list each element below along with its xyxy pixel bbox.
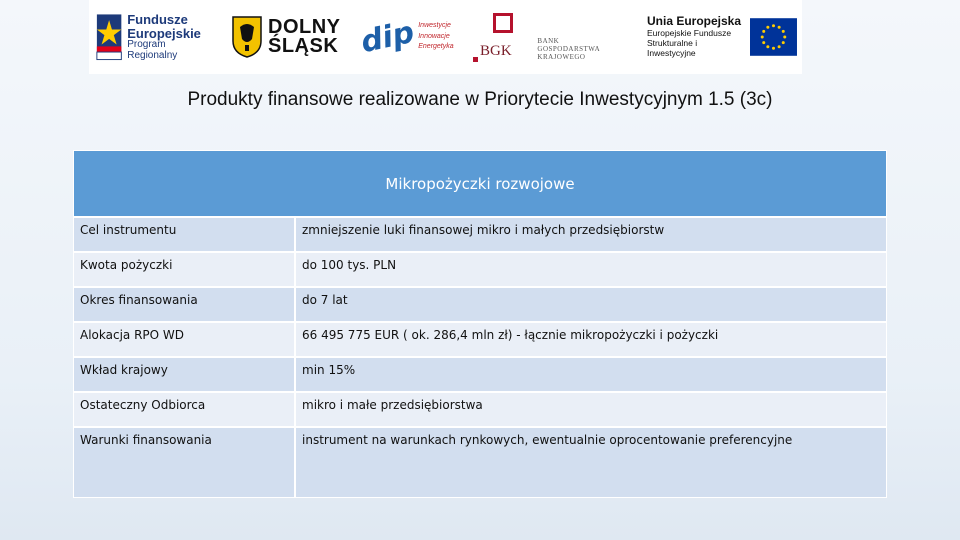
product-table <box>73 150 887 498</box>
row-label: Wkład krajowy <box>74 358 296 391</box>
table-row <box>74 288 886 323</box>
bgk-logo <box>471 0 621 74</box>
eu-flag-icon <box>750 17 797 57</box>
table-row <box>74 428 886 497</box>
row-label: Alokacja RPO WD <box>74 323 296 356</box>
fundusze-europejskie-logo <box>95 0 213 74</box>
bgk-mark: BGK <box>480 43 512 59</box>
logo-strip <box>89 0 802 74</box>
table-header: Mikropożyczki rozwojowe <box>74 151 886 218</box>
row-value: min 15% <box>296 358 886 391</box>
fe-star-icon <box>95 9 123 65</box>
ds-line1: DOLNY <box>268 16 341 38</box>
row-label: Cel instrumentu <box>74 218 296 251</box>
dip-line3: Energetyka <box>418 43 454 51</box>
bgk-line1: BANK GOSPODARSTWA <box>537 36 601 53</box>
ue-line2: Europejskie Fundusze <box>647 28 732 39</box>
table-row <box>74 393 886 428</box>
fe-line1: Fundusze <box>127 11 188 27</box>
fe-line3: Program Regionalny <box>127 39 178 61</box>
coat-of-arms-icon <box>231 15 263 59</box>
row-label: Okres finansowania <box>74 288 296 321</box>
row-value: do 100 tys. PLN <box>296 253 886 286</box>
page-title: Produkty finansowe realizowane w Priorytecie Inwestycyjnym 1.5 (3c) <box>187 89 773 110</box>
dip-line2: Innowacje <box>418 32 450 40</box>
ds-line2: ŚLĄSK <box>268 35 339 57</box>
table-row <box>74 218 886 253</box>
table-row <box>74 323 886 358</box>
row-value: zmniejszenie luki finansowej mikro i małych przedsiębiorstw <box>296 218 886 251</box>
row-value: 66 495 775 EUR ( ok. 286,4 mln zł) - łącznie mikropożyczki i pożyczki <box>296 323 886 356</box>
dolny-slask-logo <box>231 0 341 74</box>
ue-line1: Unia Europejska <box>647 14 742 29</box>
dip-logo <box>357 0 454 74</box>
row-value: mikro i małe przedsiębiorstwa <box>296 393 886 426</box>
row-label: Ostateczny Odbiorca <box>74 393 296 426</box>
row-value: do 7 lat <box>296 288 886 321</box>
row-label: Warunki finansowania <box>74 428 296 497</box>
table-row <box>74 253 886 288</box>
dip-line1: Inwestycje <box>418 22 451 30</box>
ue-line3: Strukturalne i Inwestycyjne <box>647 38 698 58</box>
row-label: Kwota pożyczki <box>74 253 296 286</box>
dip-mark: dip <box>357 14 418 60</box>
bgk-square-icon <box>493 13 513 33</box>
row-value: instrument na warunkach rynkowych, ewentualnie oprocentowanie preferencyjne <box>296 428 886 497</box>
unia-europejska-logo <box>647 0 797 74</box>
bgk-dot-icon <box>473 57 478 62</box>
table-row <box>74 358 886 393</box>
fe-line2: Europejskie <box>127 25 201 41</box>
bgk-line2: KRAJOWEGO <box>537 53 586 62</box>
